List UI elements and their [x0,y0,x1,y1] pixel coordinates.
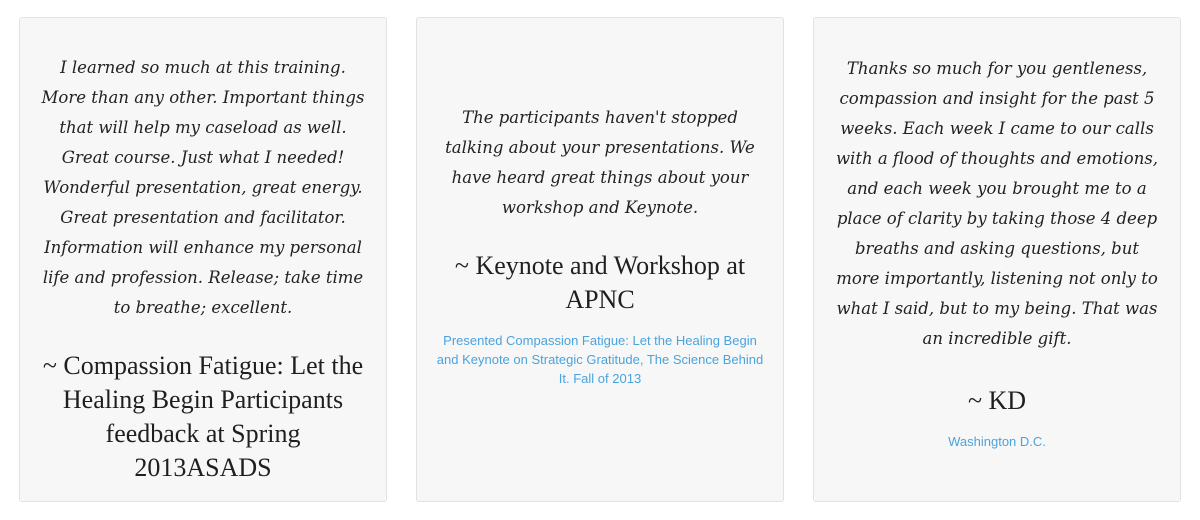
testimonial-author: ~ KD [967,386,1027,415]
testimonial-author: ~ Compassion Fatigue: Let the Healing Begin Participants feedback at Spring 2013ASADS [42,350,364,482]
testimonial-card-1 [19,17,387,502]
testimonial-quote: The participants haven't stopped talking about your presentations. We have heard great things about your workshop and Keynote. [445,108,755,217]
testimonial-quote: Thanks so much for you gentleness, compassion and insight for the past 5 weeks. Each week I came to our calls with a flood of thoughts and emotions, and each week you brought me to a place of clarity by taking those 4 deep breaths and asking questions, but more importantly, listening not only to what I said, but to my being. That was an incredible gift. [835,59,1159,348]
testimonial-card-3 [813,17,1181,502]
testimonial-author: ~ Keynote and Workshop at APNC [454,251,746,314]
testimonial-card-2 [416,17,784,502]
testimonial-quote: I learned so much at this training. More than any other. Important things that will help my caseload as well. Great course. Just what I needed! Wonderful presentation, great energy. Great presentation and facilitator. Information will enhance my personal life and profession. Release; take time to breathe; excellent. [41,57,365,317]
testimonial-subtitle: Washington D.C. [948,434,1046,449]
testimonial-subtitle: Presented Compassion Fatigue: Let the Healing Begin and Keynote on Strategic Gratitude, The Science Behind It. Fall of 2013 [436,333,764,386]
